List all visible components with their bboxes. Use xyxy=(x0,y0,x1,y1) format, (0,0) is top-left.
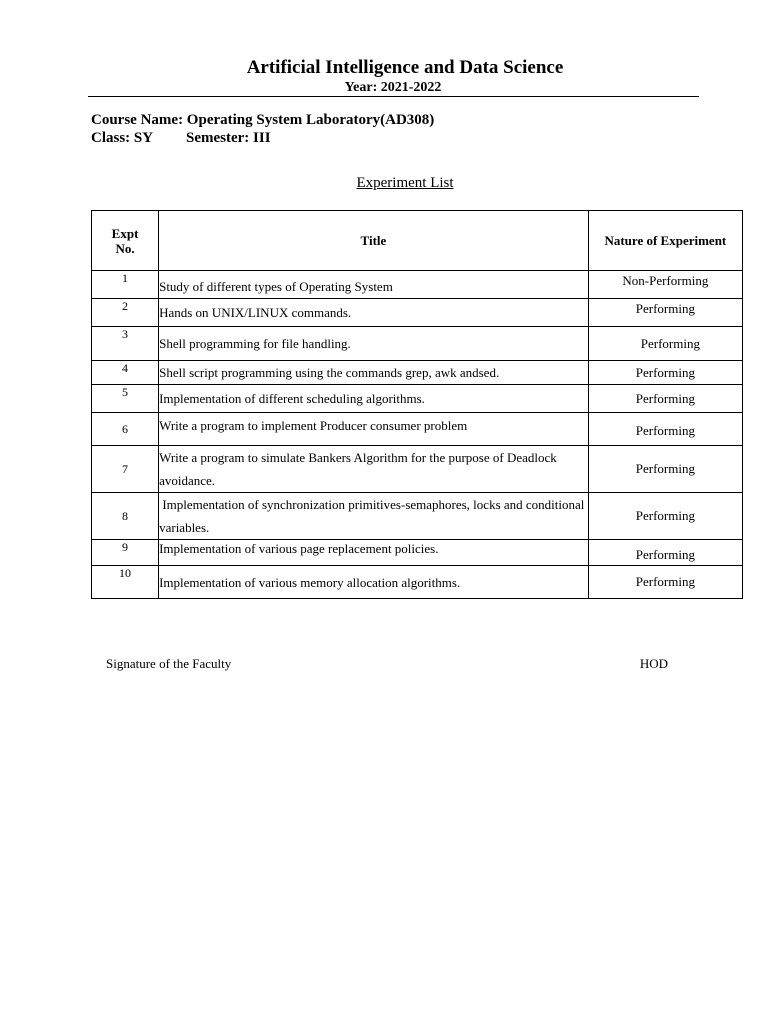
hod-signature-label: HOD xyxy=(639,656,668,671)
expt-nature: Performing xyxy=(588,361,742,385)
expt-nature: Performing xyxy=(588,493,742,540)
experiment-table xyxy=(91,210,743,599)
expt-title: Implementation of different scheduling algorithms. xyxy=(159,385,589,413)
expt-nature: Performing xyxy=(588,299,742,327)
expt-no: 8 xyxy=(92,493,159,540)
table-header-row xyxy=(92,211,743,271)
expt-no: 1 xyxy=(92,271,159,299)
expt-no: 10 xyxy=(92,566,159,599)
course-name: Course Name: Operating System Laboratory(AD308) xyxy=(91,112,435,128)
expt-title: Shell script programming using the commands grep, awk andsed. xyxy=(159,361,589,385)
expt-title: Write a program to simulate Bankers Algorithm for the purpose of Deadlock avoidance. xyxy=(159,446,589,493)
expt-title: Shell programming for file handling. xyxy=(159,327,589,361)
table-row xyxy=(92,271,743,299)
table-row xyxy=(92,493,743,540)
expt-no: 5 xyxy=(92,385,159,413)
experiment-list-heading: Experiment List xyxy=(356,175,454,191)
course-info xyxy=(91,111,434,147)
expt-nature: Performing xyxy=(588,446,742,493)
department-title: Artificial Intelligence and Data Science xyxy=(246,57,564,78)
class-label: Class: SY xyxy=(91,130,154,146)
expt-no: 6 xyxy=(92,413,159,446)
expt-title: Hands on UNIX/LINUX commands. xyxy=(159,299,589,327)
header-expt-no xyxy=(92,211,159,271)
class-semester-row xyxy=(91,129,434,147)
expt-title: Write a program to implement Producer consumer problem xyxy=(159,413,589,446)
table-row xyxy=(92,566,743,599)
expt-nature: Performing xyxy=(588,327,742,361)
header-title: Title xyxy=(159,211,589,271)
expt-title: Implementation of synchronization primitives-semaphores, locks and conditional variables. xyxy=(159,493,589,540)
semester-label: Semester: III xyxy=(186,130,271,146)
table-row xyxy=(92,446,743,493)
expt-title: Study of different types of Operating System xyxy=(159,271,589,299)
header-expt-no-line2: No. xyxy=(115,240,135,256)
header-nature: Nature of Experiment xyxy=(588,211,742,271)
table-row xyxy=(92,361,743,385)
academic-year: Year: 2021-2022 xyxy=(344,80,442,95)
expt-nature: Performing xyxy=(588,566,742,599)
header-expt-no-line1: Expt xyxy=(111,225,139,241)
expt-title: Implementation of various page replacement policies. xyxy=(159,540,589,566)
table-row xyxy=(92,385,743,413)
expt-nature: Performing xyxy=(588,540,742,566)
expt-title: Implementation of various memory allocation algorithms. xyxy=(159,566,589,599)
expt-nature: Performing xyxy=(588,413,742,446)
expt-no: 9 xyxy=(92,540,159,566)
expt-no: 2 xyxy=(92,299,159,327)
table-row xyxy=(92,299,743,327)
faculty-signature-label: Signature of the Faculty xyxy=(106,656,232,671)
header-divider xyxy=(88,96,699,97)
expt-no: 4 xyxy=(92,361,159,385)
table-row xyxy=(92,327,743,361)
expt-nature: Performing xyxy=(588,385,742,413)
expt-no: 7 xyxy=(92,446,159,493)
expt-nature: Non-Performing xyxy=(588,271,742,299)
table-row xyxy=(92,540,743,566)
expt-no: 3 xyxy=(92,327,159,361)
table-row xyxy=(92,413,743,446)
